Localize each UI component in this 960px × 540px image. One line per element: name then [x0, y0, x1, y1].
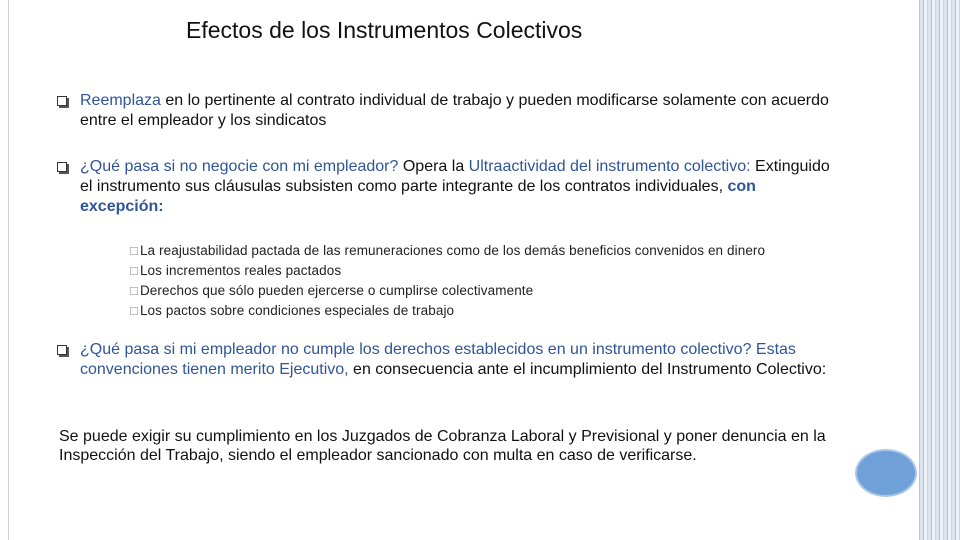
text-segment-plain: Extinguido el instrumento sus cláusulas subsisten como parte integrante de los contratos individuales,: [80, 158, 830, 195]
text-segment-plain: en consecuencia ante el incumplimiento del Instrumento Colectivo:: [348, 361, 827, 378]
bullet-text: [80, 340, 840, 380]
slide-title: Efectos de los Instrumentos Colectivos: [186, 17, 583, 43]
text-segment-highlight: Reemplaza: [80, 92, 161, 109]
decorative-circle: [855, 449, 917, 497]
exception-item: □ Derechos que sólo pueden ejercerse o cumplirse colectivamente: [130, 283, 534, 298]
text-segment-plain: Opera la: [398, 158, 469, 175]
exception-item: □ Los incrementos reales pactados: [130, 263, 342, 278]
square-bullet-icon: □: [130, 263, 138, 278]
text-segment-highlight: Ultraactividad del instrumento colectivo:: [468, 158, 751, 175]
square-bullet-icon: □: [130, 303, 138, 318]
checkbox-bullet-icon: [57, 162, 68, 173]
exception-list: [130, 241, 850, 321]
text-segment-plain: en lo pertinente al contrato individual de trabajo y pueden modificarse solamente con acuerdo entre el empleador y los sindicatos: [80, 92, 829, 129]
checkbox-bullet-icon: [57, 345, 68, 356]
square-bullet-icon: □: [130, 283, 138, 298]
decorative-stripes: [920, 0, 960, 540]
bullet-text: [80, 91, 840, 131]
bullet-text: [80, 157, 840, 217]
checkbox-bullet-icon: [57, 96, 68, 107]
exception-item: □ La reajustabilidad pactada de las remuneraciones como de los demás beneficios convenidos en dinero: [130, 243, 766, 258]
exception-item: □ Los pactos sobre condiciones especiales de trabajo: [130, 303, 455, 318]
square-bullet-icon: □: [130, 243, 138, 258]
left-frame-line: [8, 0, 9, 540]
text-segment-highlight: ¿Qué pasa si mi empleador no cumple los derechos establecidos en un instrumento colectivo? Estas convenciones tienen merito Ejecutivo,: [80, 341, 796, 378]
closing-paragraph: Se puede exigir su cumplimiento en los Juzgados de Cobranza Laboral y Previsional y poner denuncia en la Inspección del Trabajo, siendo el empleador sancionado con multa en caso de verificarse.: [59, 428, 826, 464]
text-segment-highlight: ¿Qué pasa si no negocie con mi empleador?: [80, 158, 399, 175]
text-segment-highlight-bold: con excepción:: [80, 178, 756, 215]
